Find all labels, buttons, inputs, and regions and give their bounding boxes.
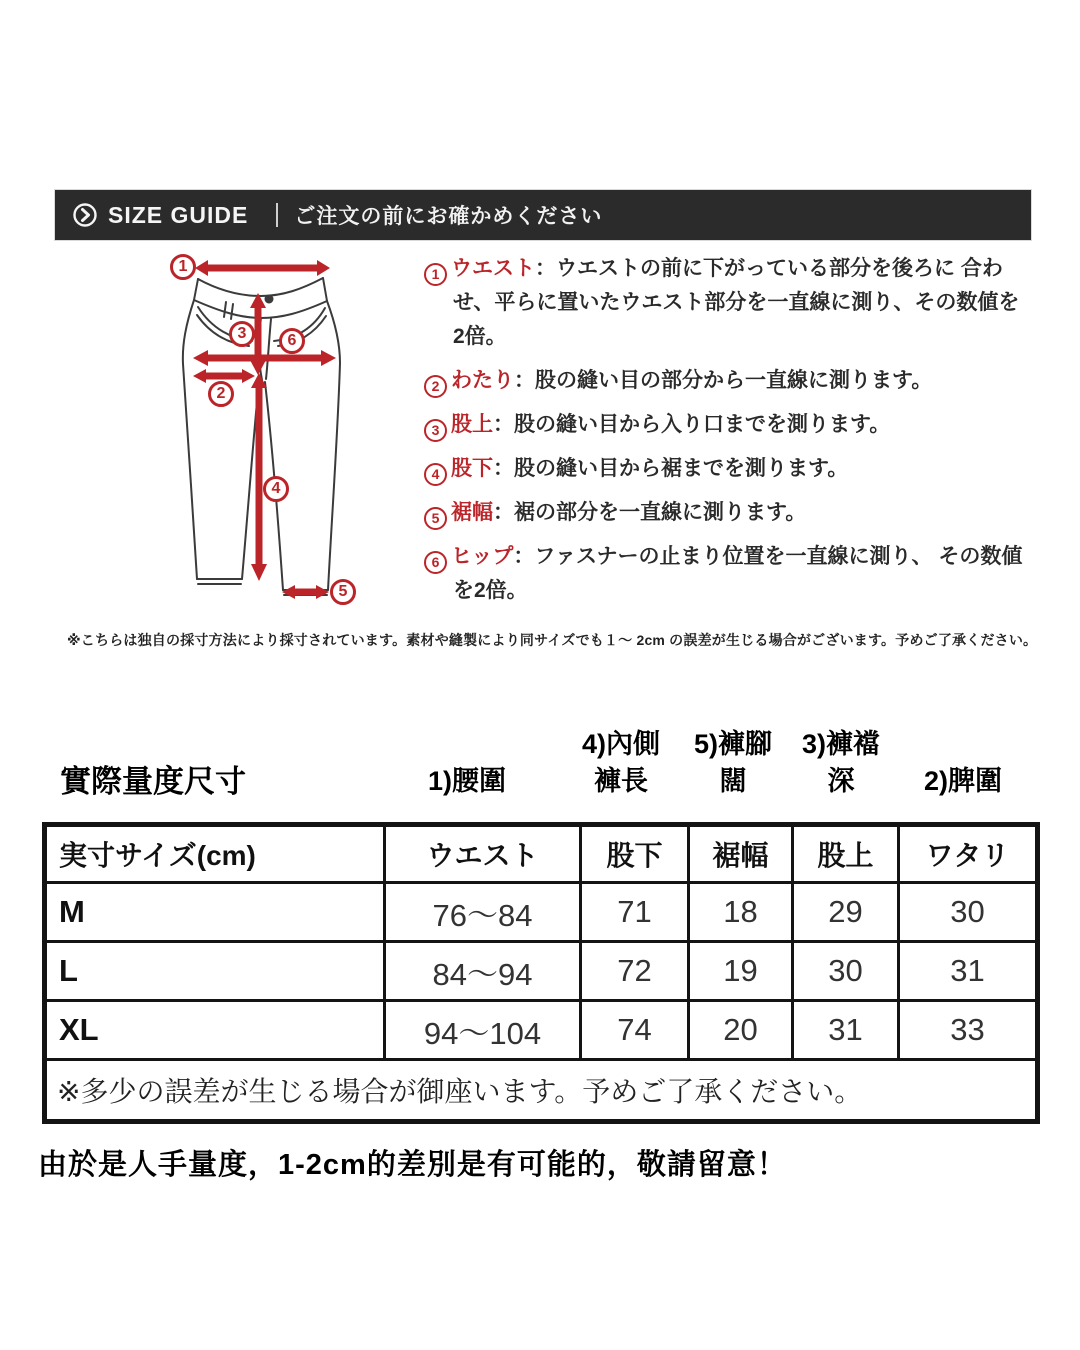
annotation-hem-width: 5)褲腳 闊 [693, 729, 772, 796]
header-inseam: 股下 [581, 825, 689, 883]
table-row-m: M 76〜84 71 18 29 30 [45, 883, 1038, 942]
measurement-instructions [424, 252, 1024, 618]
diagram-badge-hip: 6 [279, 328, 305, 354]
instruction-thigh: 2 わたり：股の縫い目の部分から一直線に測ります。 [424, 364, 1024, 398]
number-3-icon: 3 [424, 419, 447, 442]
instruction-hem: 5 裾幅：裾の部分を一直線に測ります。 [424, 496, 1024, 530]
diagram-badge-hem: 5 [330, 579, 356, 605]
diagram-badge-waist: 1 [170, 254, 196, 280]
number-6-icon: 6 [424, 551, 447, 574]
diagram-badge-thigh: 2 [208, 381, 234, 407]
size-table [42, 822, 1040, 1124]
hand-measure-note: 由於是人手量度，1-2cm的差別是有可能的，敬請留意！ [38, 1149, 787, 1181]
number-1-icon: 1 [424, 263, 447, 286]
size-guide-subtitle: ご注文の前にお確かめください [294, 205, 603, 228]
divider [276, 203, 278, 227]
pants-illustration [140, 248, 430, 610]
header-waist: ウエスト [385, 825, 581, 883]
header-thigh: ワタリ [899, 825, 1038, 883]
circle-arrow-icon [72, 202, 98, 228]
header-size: 実寸サイズ(cm) [45, 825, 385, 883]
measurement-method-note: ※こちらは独自の採寸方法により採寸されています。素材や縫製により同サイズでも１～ 2cm の誤差が生じる場合がございます。予めご了承ください。 [67, 632, 1038, 648]
header-hem-width: 裾幅 [689, 825, 793, 883]
instruction-hip: 6 ヒップ：ファスナーの止まり位置を一直線に測り、 その数値を2倍。 [424, 540, 1024, 608]
number-2-icon: 2 [424, 375, 447, 398]
table-row-l: L 84〜94 72 19 30 31 [45, 942, 1038, 1001]
annotation-rise: 3)褲襠 深 [801, 729, 880, 796]
size-guide-title: SIZE GUIDE [108, 201, 249, 228]
instruction-inseam: 4 股下：股の縫い目から裾までを測ります。 [424, 452, 1024, 486]
pants-button [265, 295, 274, 304]
table-row-xl: XL 94〜104 74 20 31 33 [45, 1001, 1038, 1060]
number-4-icon: 4 [424, 463, 447, 486]
instruction-rise: 3 股上：股の縫い目から入り口までを測ります。 [424, 408, 1024, 442]
number-5-icon: 5 [424, 507, 447, 530]
diagram-badge-inseam: 4 [263, 476, 289, 502]
instruction-waist: 1 ウエスト：ウエストの前に下がっている部分を後ろに 合わせ、平らに置いたウエスト部分を一直線に測り、その数値を2倍。 [424, 252, 1024, 354]
table-note: ※多少の誤差が生じる場合が御座います。予めご了承ください。 [45, 1060, 1038, 1122]
size-guide-header-bar [55, 190, 1031, 240]
annotation-inseam: 4)內側 褲長 [581, 729, 660, 796]
table-note-row [45, 1060, 1038, 1122]
header-rise: 股上 [793, 825, 899, 883]
annotation-waist: 1)腰圍 [427, 766, 506, 796]
size-table-header-row [45, 825, 1038, 883]
diagram-badge-rise: 3 [229, 321, 255, 347]
actual-measurement-title: 實際量度尺寸 [60, 764, 246, 799]
annotation-thigh: 2)脾圍 [923, 766, 1002, 796]
